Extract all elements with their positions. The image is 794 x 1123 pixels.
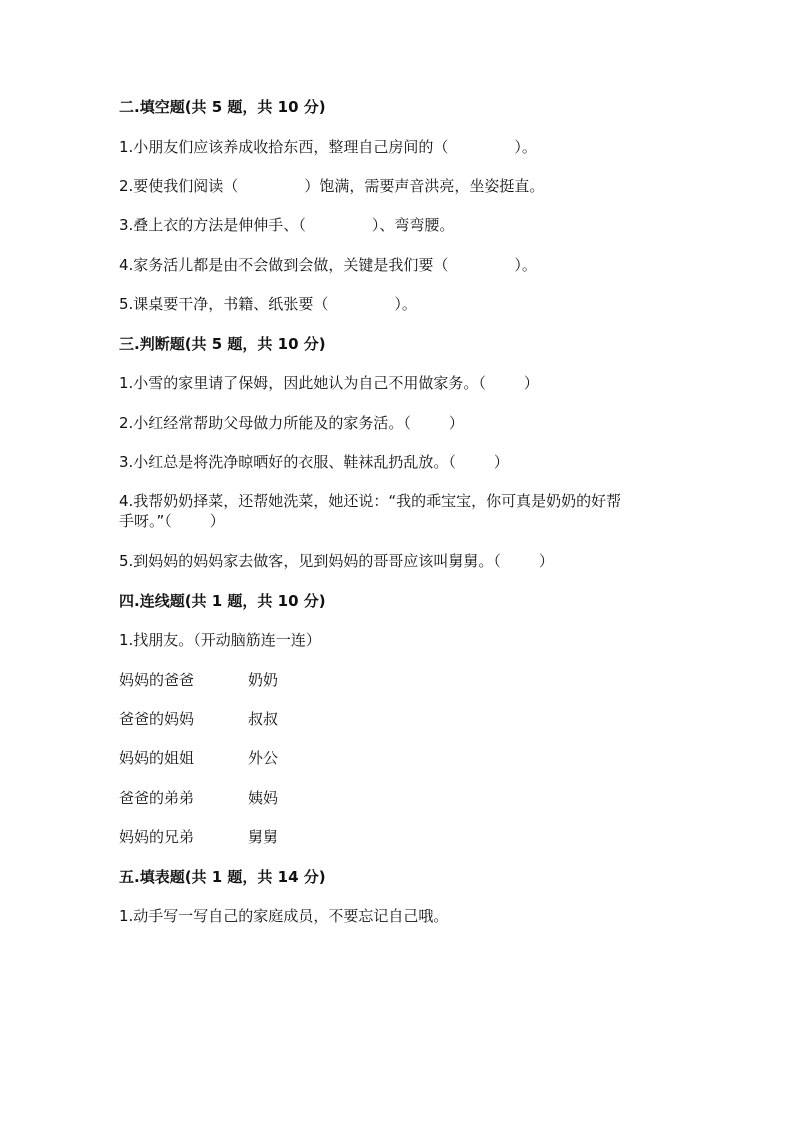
question-text: ） [209,512,225,530]
matching-left-item[interactable]: 爸爸的弟弟 [119,789,195,807]
question-text: ） [493,453,509,471]
matching-right-item[interactable]: 叔叔 [248,710,279,728]
question-text: 2.要使我们阅读（ [119,177,239,195]
matching-right-item[interactable]: 舅舅 [248,828,279,846]
matching-left-item[interactable]: 妈妈的兄弟 [119,828,195,846]
question-text: 4.家务活儿都是由不会做到会做，关键是我们要（ [119,256,449,274]
fill-blank-question-2 [119,176,544,196]
fill-blank-question-4 [119,255,537,275]
section-heading-table: 五.填表题(共 1 题，共 14 分) [119,868,326,886]
section-heading-true-false: 三.判断题(共 5 题，共 10 分) [119,335,326,353]
matching-left-item[interactable]: 爸爸的妈妈 [119,710,195,728]
question-text: 手呀。”（ [119,512,172,530]
question-text: 1.小朋友们应该养成收拾东西，整理自己房间的（ [119,138,449,156]
true-false-question-4-line-1: 4.我帮奶奶择菜，还帮她洗菜，她还说：“我的乖宝宝，你可真是奶奶的好帮 [119,492,622,510]
fill-blank-question-3 [119,215,454,235]
question-text: ）。 [514,256,537,274]
question-text: ）饱满，需要声音洪亮，坐姿挺直。 [304,177,545,195]
matching-right-item[interactable]: 姨妈 [248,789,279,807]
matching-prompt: 1.找朋友。（开动脑筋连一连） [119,631,321,649]
true-false-question-2 [119,413,464,433]
question-text: 3.叠上衣的方法是伸伸手、（ [119,216,306,234]
question-text: 2.小红经常帮助父母做力所能及的家务活。（ [119,414,411,432]
section-heading-matching: 四.连线题(共 1 题，共 10 分) [119,592,326,610]
section-heading-fill-blank: 二.填空题(共 5 题，共 10 分) [119,98,326,116]
table-prompt: 1.动手写一写自己的家庭成员，不要忘记自己哦。 [119,907,449,925]
fill-blank-question-5 [119,294,417,314]
question-text: 5.课桌要干净，书籍、纸张要（ [119,295,329,313]
question-text: ）。 [394,295,417,313]
question-text: ） [523,374,539,392]
question-text: ）。 [514,138,537,156]
question-text: 3.小红总是将洗净晾晒好的衣服、鞋袜乱扔乱放。（ [119,453,456,471]
true-false-question-4-line-2 [119,511,225,531]
question-text: ）、弯弯腰。 [371,216,455,234]
question-text: 5.到妈妈的妈妈家去做客，见到妈妈的哥哥应该叫舅舅。（ [119,552,501,570]
question-text: ） [448,414,464,432]
question-text: 1.小雪的家里请了保姆，因此她认为自己不用做家务。（ [119,374,486,392]
matching-right-item[interactable]: 奶奶 [248,671,279,689]
fill-blank-question-1 [119,137,537,157]
true-false-question-5 [119,551,554,571]
question-text: ） [538,552,554,570]
matching-left-item[interactable]: 妈妈的爸爸 [119,671,195,689]
true-false-question-3 [119,452,509,472]
matching-left-item[interactable]: 妈妈的姐姐 [119,749,195,767]
true-false-question-1 [119,373,539,393]
matching-right-item[interactable]: 外公 [248,749,279,767]
